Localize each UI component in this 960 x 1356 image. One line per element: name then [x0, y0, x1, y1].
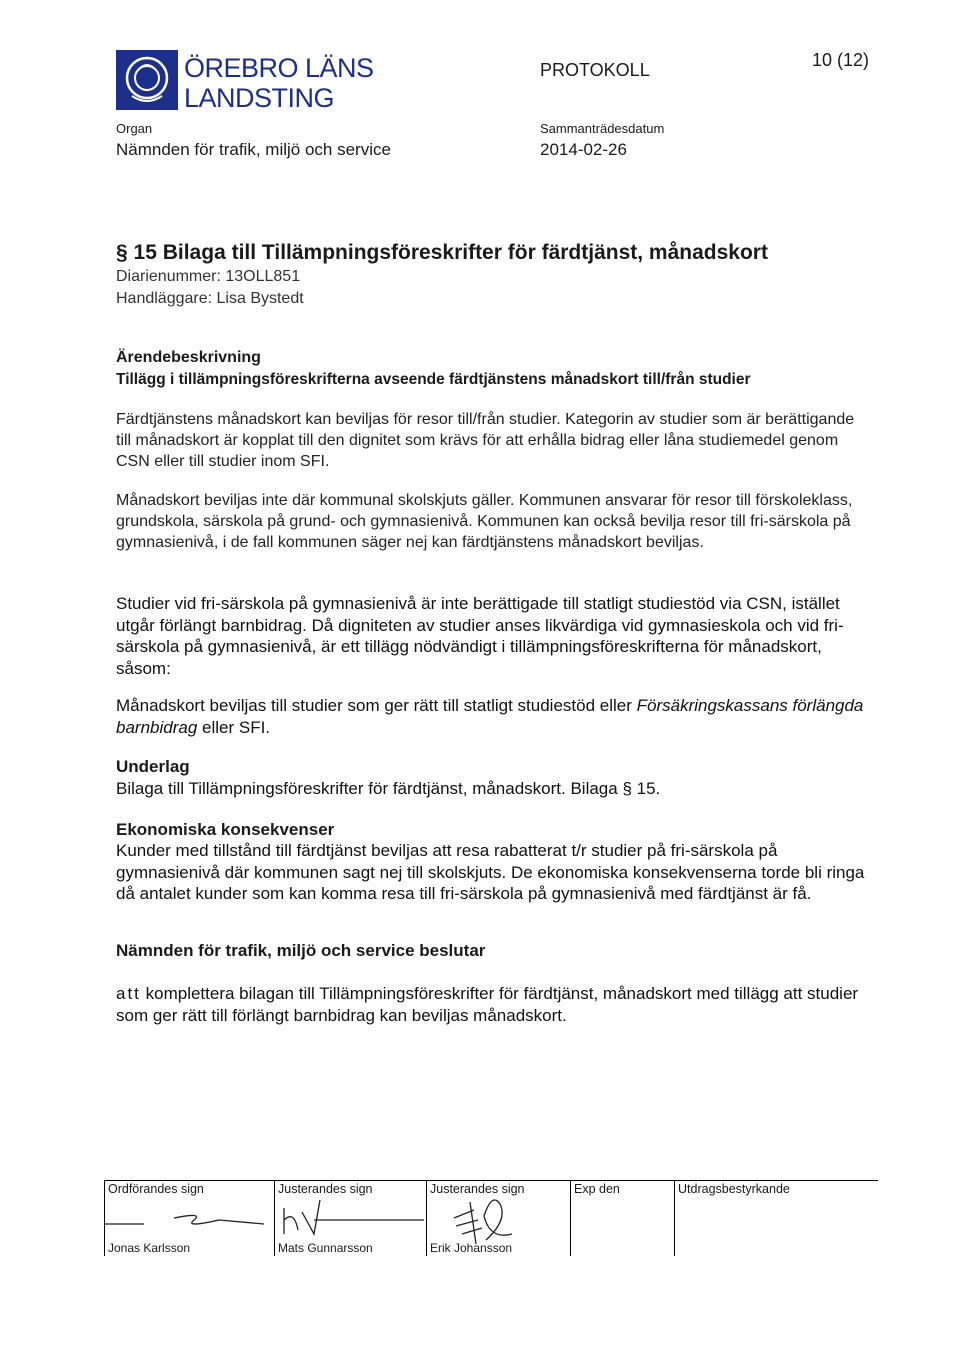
signature-name: Jonas Karlsson [108, 1241, 191, 1255]
case-paragraph-1: Färdtjänstens månadskort kan beviljas för resor till/från studier. Kategorin av studier som är berättigande till månadskort är kopplat till den dignitet som krävs för att erhålla bidrag eller låna studiemedel genom CSN eller till studier inom SFI. [116, 411, 855, 470]
signature-label: Exp den [574, 1182, 620, 1196]
case-paragraph-4 [116, 695, 866, 738]
adjuster-1-signature-scribble [274, 1190, 426, 1240]
case-paragraph-4-text: Månadskort beviljas till studier som ger rätt till statligt studiestöd eller [116, 696, 637, 715]
organ-value: Nämnden för trafik, miljö och service [116, 140, 391, 159]
case-description-subheading: Tillägg i tillämpningsföreskrifterna avseende färdtjänstens månadskort till/från studier [116, 371, 751, 388]
adjuster-2-signature-scribble [426, 1190, 570, 1246]
signature-cell-chair [104, 1180, 274, 1256]
chair-signature-scribble [104, 1190, 274, 1240]
logo-text-line1: ÖREBRO LÄNS [184, 53, 374, 83]
paragraph-symbol: § [116, 241, 128, 264]
economic-text: Kunder med tillstånd till färdtjänst beviljas att resa rabatterat t/r studier på fri-särskola på gymnasienivå där kommunen sagt nej till skolskjuts. De ekonomiska konsekvenserna torde bli ringa då antalet kunder som kan komma resa till fri-särskola på gymnasienivå med färdtjänst är få. [116, 841, 865, 903]
case-paragraph-3: Studier vid fri-särskola på gymnasienivå är inte berättigade till statligt studiestöd via CSN, istället utgår förlängt barnbidrag. Då digniteten av studier anses likvärdiga vid gymnasieskola och vid fri-särskola på gymnasienivå, är ett tillägg nödvändigt i tillämpningsföreskrifterna för månadskort, såsom: [116, 594, 844, 678]
signature-name: Erik Johansson [430, 1241, 513, 1255]
page-number: 10 (12) [812, 50, 870, 70]
case-paragraph-4-italic: Försäkringskassans förlängda barnbidrag [116, 696, 864, 737]
registration-number: Diarienummer: 13OLL851 [116, 268, 301, 285]
case-paragraph-2: Månadskort beviljas inte där kommunal skolskjuts gäller. Kommunen ansvarar för resor till förskoleklass, grundskola, särskola på grund- och gymnasienivå. Kommunen kan också bevilja resor till fri-särskola på gymnasienivå, i de fall kommunen säger nej kan färdtjänstens månadskort beviljas. [116, 492, 853, 551]
signature-cell-adjuster-2 [426, 1180, 570, 1256]
case-officer: Handläggare: Lisa Bystedt [116, 290, 304, 307]
meeting-date-value: 2014-02-26 [540, 140, 627, 159]
case-paragraph-4-tail: eller SFI. [197, 717, 271, 737]
signature-label: Ordförandes sign [108, 1182, 204, 1196]
meeting-date-label: Sammanträdesdatum [540, 121, 665, 136]
decision-att: att [116, 984, 141, 1003]
document-type: PROTOKOLL [540, 60, 650, 80]
logo-emblem [116, 50, 178, 110]
signature-cell-exp [570, 1180, 674, 1256]
decision-heading: Nämnden för trafik, miljö och service beslutar [116, 941, 486, 960]
signature-cell-certification [674, 1180, 878, 1256]
decision-body: komplettera bilagan till Tillämpningsföreskrifter för färdtjänst, månadskort med tillägg att studier som ger rätt till förlängt barnbidrag kan beviljas månadskort. [116, 984, 859, 1025]
basis-heading: Underlag [116, 757, 190, 776]
signature-name: Mats Gunnarsson [278, 1241, 373, 1255]
signature-cell-adjuster-1 [274, 1180, 426, 1256]
signature-label: Justerandes sign [278, 1182, 373, 1196]
decision-text [116, 983, 876, 1026]
signature-table [104, 1180, 878, 1256]
case-description-heading: Ärendebeskrivning [116, 349, 261, 366]
logo-text-line2: LANDSTING [184, 83, 335, 113]
signature-label: Justerandes sign [430, 1182, 525, 1196]
section-title [116, 241, 768, 265]
basis-text: Bilaga till Tillämpningsföreskrifter för färdtjänst, månadskort. Bilaga § 15. [116, 779, 661, 798]
logo-emblem-icon [116, 50, 178, 110]
economic-heading: Ekonomiska konsekvenser [116, 820, 335, 839]
signature-label: Utdragsbestyrkande [678, 1182, 790, 1196]
organ-label: Organ [116, 121, 153, 136]
section-title-text: 15 Bilaga till Tillämpningsföreskrifter för färdtjänst, månadskort [133, 241, 768, 264]
